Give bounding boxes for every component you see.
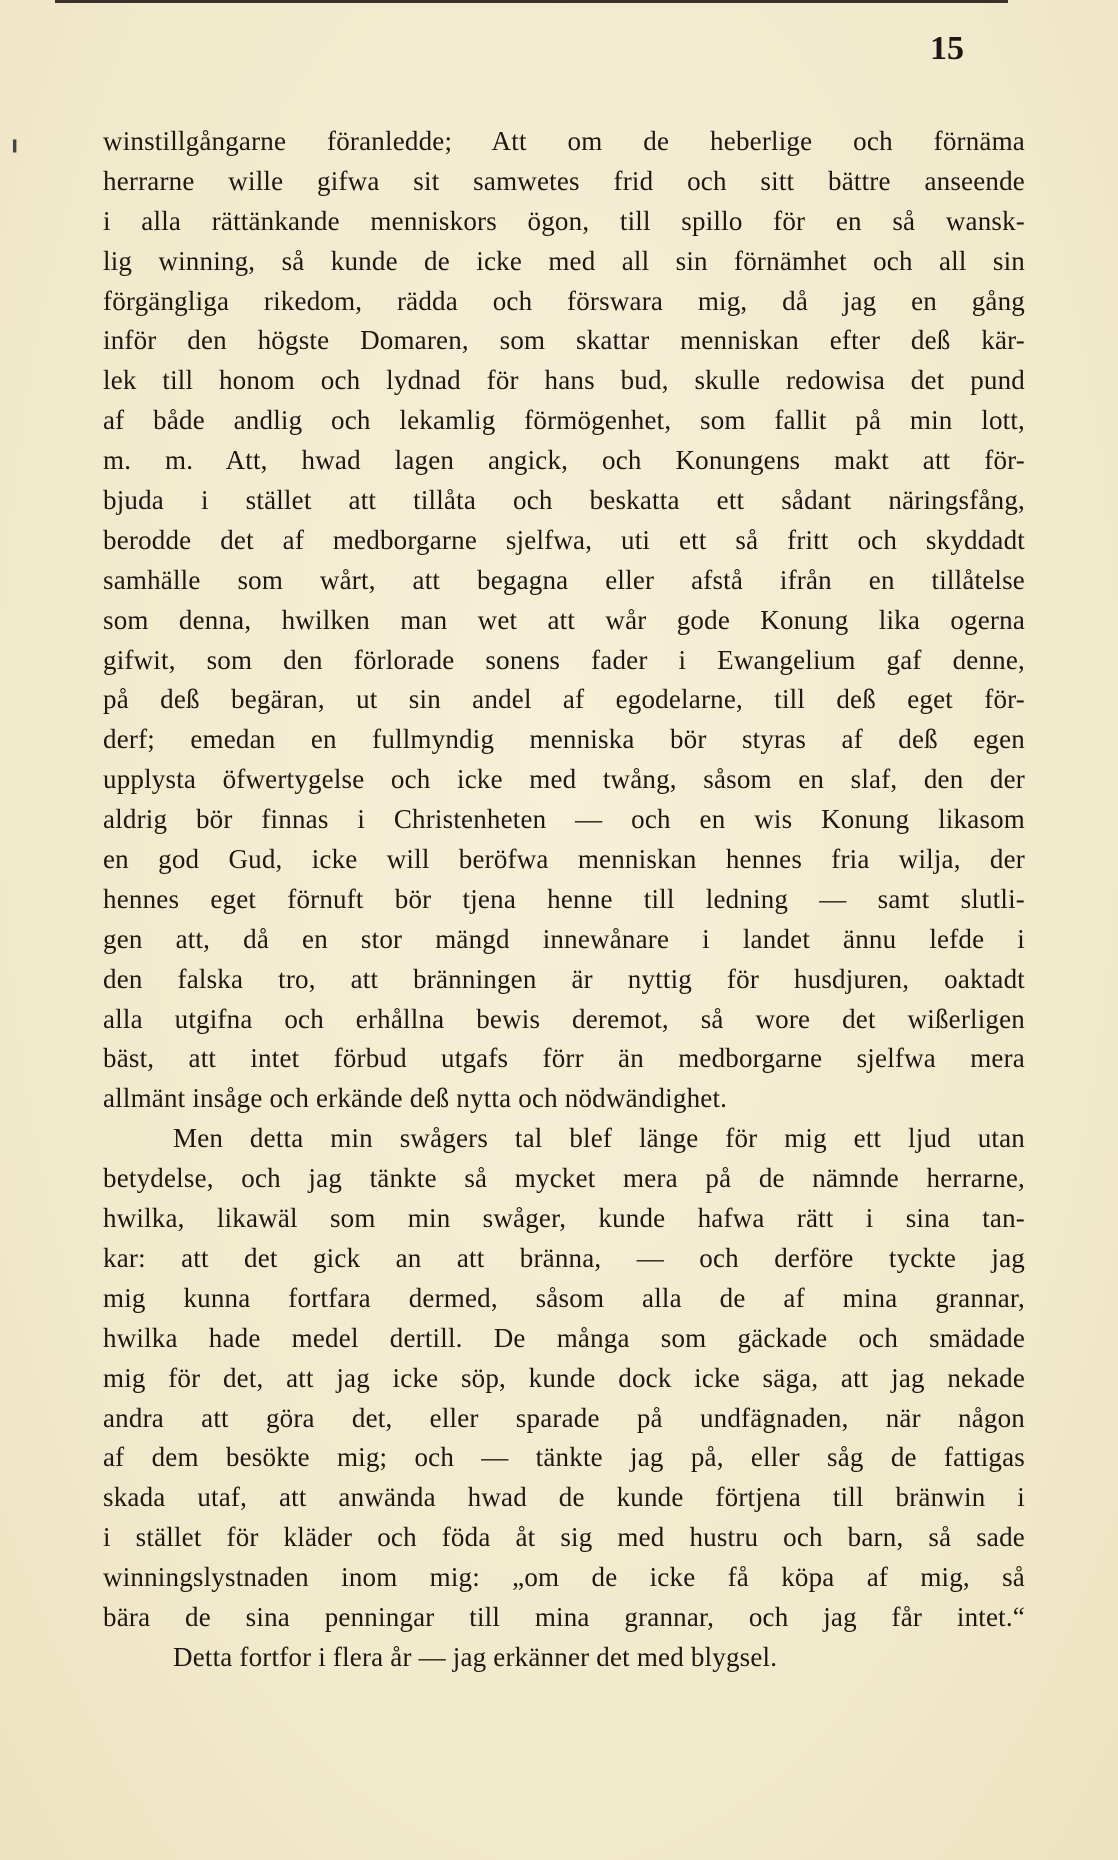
text-line: andra att göra det, eller sparade på undfägnaden, när någon bbox=[103, 1402, 1025, 1433]
text-line: alla utgifna och erhållna bewis deremot, så wore det wißerligen bbox=[103, 1003, 1025, 1034]
text-line: inför den högste Domaren, som skattar menniskan efter deß kär- bbox=[103, 325, 1025, 356]
text-line: aldrig bör finnas i Christenheten — och en wis Konung likasom bbox=[103, 804, 1025, 835]
text-line: lig winning, så kunde de icke med all sin förnämhet och all sin bbox=[103, 245, 1025, 276]
text-line: kar: att det gick an att bränna, — och derföre tyckte jag bbox=[103, 1242, 1025, 1273]
text-line: mig för det, att jag icke söp, kunde dock icke säga, att jag nekade bbox=[103, 1362, 1025, 1393]
text-line: winningslystnaden inom mig: „om de icke få köpa af mig, så bbox=[103, 1562, 1025, 1593]
text-line: på deß begäran, ut sin andel af egodelarne, till deß eget för- bbox=[103, 684, 1025, 715]
top-rule bbox=[55, 0, 1008, 3]
text-line: herrarne wille gifwa sit samwetes frid och sitt bättre anseende bbox=[103, 165, 1025, 196]
text-line: lek till honom och lydnad för hans bud, skulle redowisa det pund bbox=[103, 365, 1025, 396]
text-line: winstillgångarne föranledde; Att om de heberlige och förnäma bbox=[103, 126, 1025, 156]
text-line: af både andlig och lekamlig förmögenhet, som fallit på min lott, bbox=[103, 405, 1025, 436]
text-line: upplysta öfwertygelse och icke med twång, såsom en slaf, den der bbox=[103, 764, 1025, 795]
text-line: hwilka hade medel dertill. De många som gäckade och smädade bbox=[103, 1322, 1025, 1353]
text-line: samhälle som wårt, att begagna eller afstå ifrån en tillåtelse bbox=[103, 564, 1025, 595]
margin-mark: ╻ bbox=[8, 128, 22, 153]
text-line: som denna, hwilken man wet att wår gode Konung lika ogerna bbox=[103, 604, 1025, 635]
text-line: den falska tro, att bränningen är nyttig för husdjuren, oaktadt bbox=[103, 963, 1025, 994]
text-line: hennes eget förnuft bör tjena henne till ledning — samt slutli- bbox=[103, 883, 1025, 914]
text-line: bära de sina penningar till mina grannar, och jag får intet.“ bbox=[103, 1601, 1025, 1632]
text-line: af dem besökte mig; och — tänkte jag på, eller såg de fattigas bbox=[103, 1442, 1025, 1473]
text-line: gen att, då en stor mängd innewånare i landet ännu lefde i bbox=[103, 923, 1025, 954]
text-line: m. m. Att, hwad lagen angick, och Konungens makt att för- bbox=[103, 445, 1025, 476]
text-line: Detta fortfor i flera år — jag erkänner det med blygsel. bbox=[173, 1641, 778, 1672]
text-line: derf; emedan en fullmyndig menniska bör styras af deß egen bbox=[103, 724, 1025, 755]
text-line: allmänt insåge och erkände deß nytta och nödwändighet. bbox=[103, 1083, 728, 1114]
text-line: förgängliga rikedom, rädda och förswara mig, då jag en gång bbox=[103, 285, 1025, 316]
text-line: bäst, att intet förbud utgafs förr än medborgarne sjelfwa mera bbox=[103, 1043, 1025, 1074]
text-line: i alla rättänkande menniskors ögon, till spillo för en så wansk- bbox=[103, 205, 1025, 236]
text-line: skada utaf, att anwända hwad de kunde förtjena till bränwin i bbox=[103, 1482, 1025, 1513]
text-line: mig kunna fortfara dermed, såsom alla de af mina grannar, bbox=[103, 1282, 1025, 1313]
text-line: berodde det af medborgarne sjelfwa, uti ett så fritt och skyddadt bbox=[103, 524, 1025, 555]
text-line: betydelse, och jag tänkte så mycket mera på de nämnde herrarne, bbox=[103, 1163, 1025, 1194]
text-line: Men detta min swågers tal blef länge för mig ett ljud utan bbox=[173, 1123, 1025, 1154]
body-text bbox=[103, 122, 1025, 1678]
text-line: gifwit, som den förlorade sonens fader i Ewangelium gaf denne, bbox=[103, 644, 1025, 675]
text-line: i stället för kläder och föda åt sig med hustru och barn, så sade bbox=[103, 1522, 1025, 1553]
text-line: bjuda i stället att tillåta och beskatta ett sådant näringsfång, bbox=[103, 485, 1025, 516]
text-line: en god Gud, icke will beröfwa menniskan hennes fria wilja, der bbox=[103, 844, 1025, 875]
text-line: hwilka, likawäl som min swåger, kunde hafwa rätt i sina tan- bbox=[103, 1203, 1025, 1234]
page-number: 15 bbox=[930, 30, 964, 67]
